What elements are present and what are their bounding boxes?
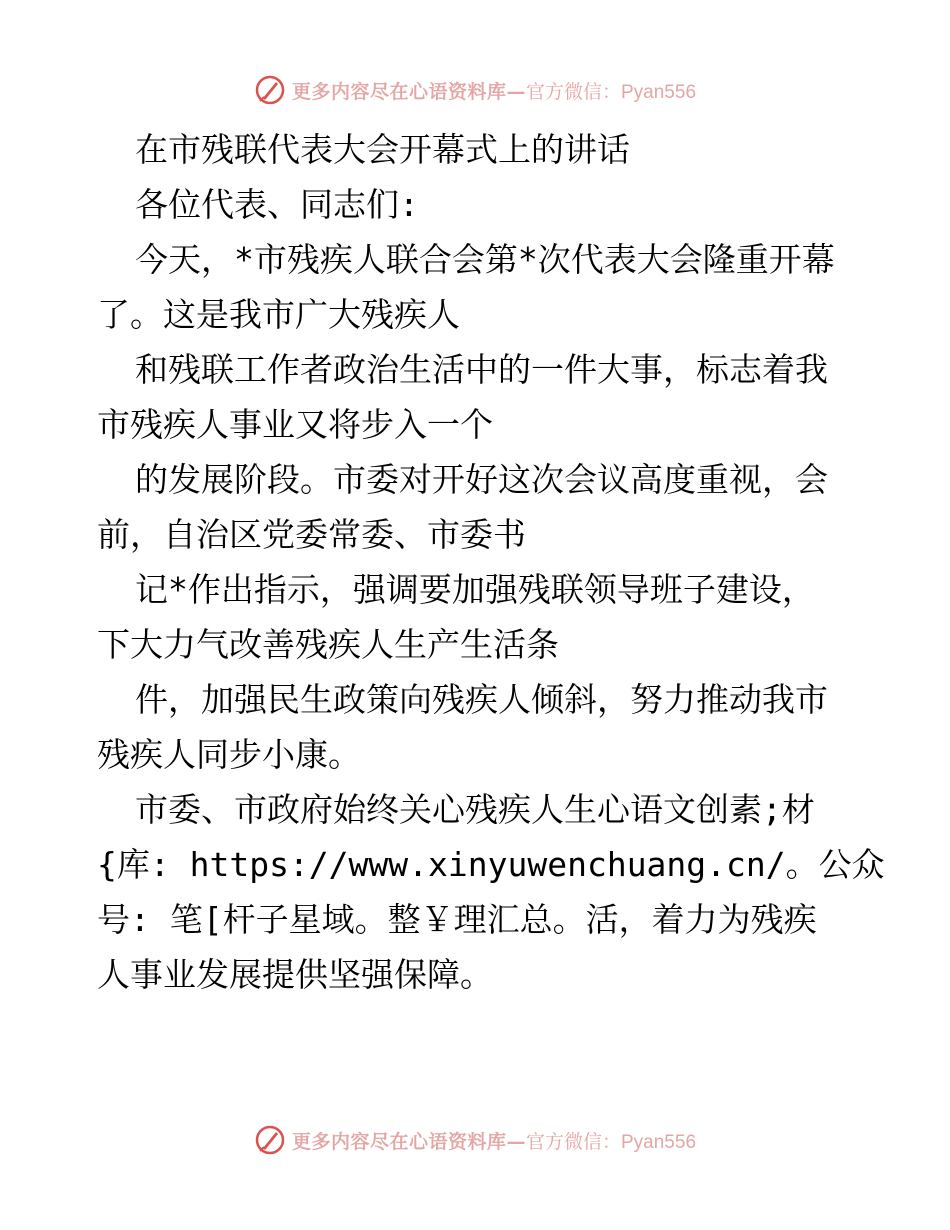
paragraph-line: 件，加强民生政策向残疾人倾斜，努力推动我市 xyxy=(135,680,828,719)
paragraph-line: {库: https://www.xinyuwenchuang.cn/。公众 xyxy=(97,845,885,884)
paragraph-line: 记*作出指示，强调要加强残联领导班子建设， xyxy=(135,570,815,609)
document-title: 在市残联代表大会开幕式上的讲话 xyxy=(135,130,630,169)
paragraph-line: 残疾人同步小康。 xyxy=(97,735,361,774)
quill-pen-circle-icon xyxy=(254,1124,286,1156)
paragraph-line: 和残联工作者政治生活中的一件大事，标志着我 xyxy=(135,350,828,389)
paragraph-line: 前，自治区党委常委、市委书 xyxy=(97,515,526,554)
watermark-site-text: 更多内容尽在心语资料库— xyxy=(291,1130,526,1153)
paragraph-line: 号: 笔[杆子星域。整￥理汇总。活，着力为残疾 xyxy=(97,900,817,939)
paragraph-line: 市委、市政府始终关心残疾人生心语文创素;材 xyxy=(135,790,815,829)
paragraph-line: 人事业发展提供坚强保障。 xyxy=(97,955,493,994)
watermark-contact-text: 官方微信：Pyan556 xyxy=(526,81,697,103)
paragraph-line: 今天，*市残疾人联合会第*次代表大会隆重开幕 xyxy=(135,240,835,279)
watermark-banner-bottom xyxy=(0,1122,950,1158)
salutation: 各位代表、同志们: xyxy=(135,185,419,224)
paragraph-line: 下大力气改善残疾人生产生活条 xyxy=(97,625,559,664)
paragraph-line: 的发展阶段。市委对开好这次会议高度重视，会 xyxy=(135,460,828,499)
paragraph-line: 市残疾人事业又将步入一个 xyxy=(97,405,493,444)
watermark-contact-text: 官方微信：Pyan556 xyxy=(526,1131,697,1153)
watermark-site-text: 更多内容尽在心语资料库— xyxy=(291,80,526,103)
watermark-banner-top xyxy=(0,72,950,108)
quill-pen-circle-icon xyxy=(254,74,286,106)
document-body xyxy=(97,122,885,1002)
paragraph-line: 了。这是我市广大残疾人 xyxy=(97,295,460,334)
